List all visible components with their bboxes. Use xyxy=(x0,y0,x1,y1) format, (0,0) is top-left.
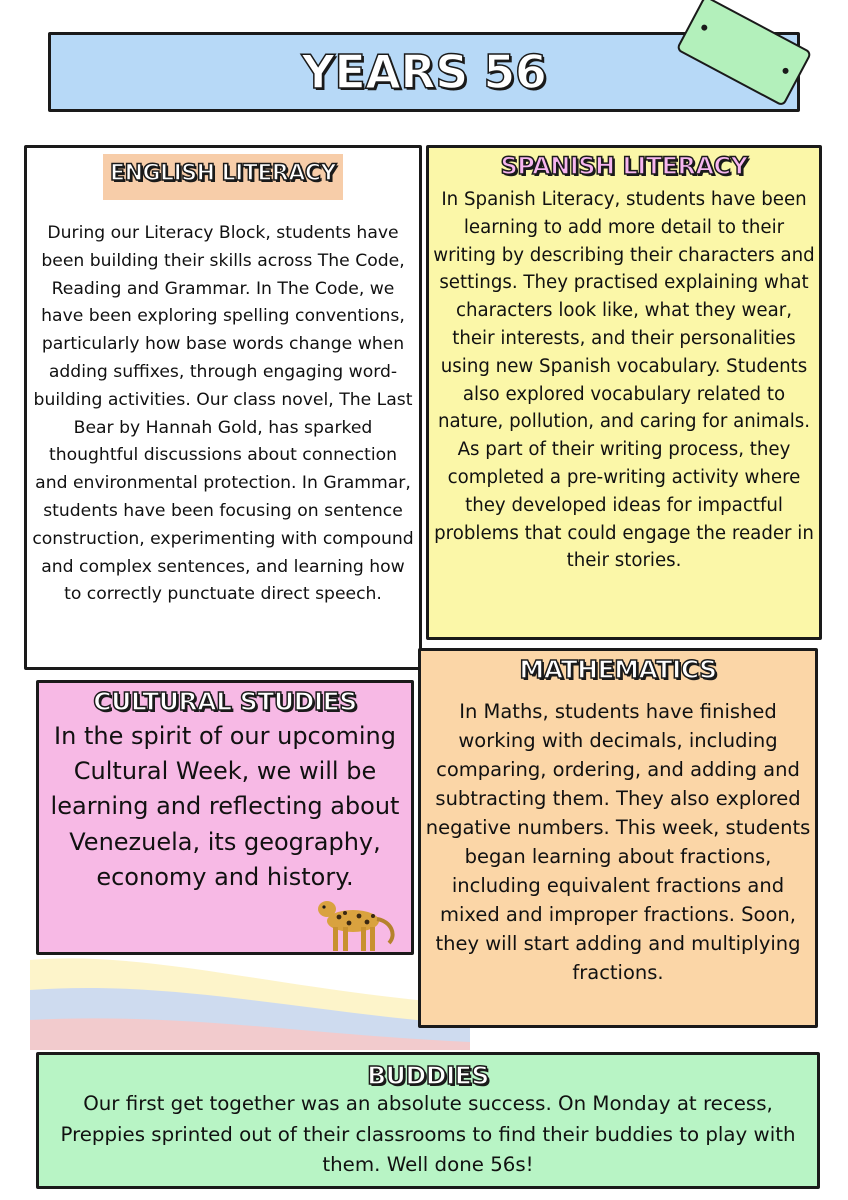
english-heading: ENGLISH LITERACY xyxy=(110,161,336,186)
buddies-section xyxy=(36,1052,820,1189)
page-title: YEARS 56 xyxy=(301,45,547,99)
math-heading: MATHEMATICS xyxy=(519,655,717,684)
english-heading-banner xyxy=(103,154,343,200)
math-body: In Maths, students have finished working with decimals, including comparing, ordering, and adding and subtracting them. They also explored negative numbers. This week, students began learning about fractions, including equivalent fractions and mixed and improper fractions. Soon, they will start adding and multiplying fractions. xyxy=(425,700,811,984)
mathematics-section xyxy=(418,648,818,1028)
cultural-body: In the spirit of our upcoming Cultural Week, we will be learning and reflecting about Venezuela, its geography, economy and history. xyxy=(50,722,400,891)
spanish-heading: SPANISH LITERACY xyxy=(500,152,748,180)
tape-dot xyxy=(781,67,789,75)
english-body: During our Literacy Block, students have been building their skills across The Code, Reading and Grammar. In The Code, we have been exploring spelling conventions, particularly how base words change when adding suffixes, through engaging word-building activities. Our class novel, The Last Bear by Hannah Gold, has sparked thoughtful discussions about connection and environmental protection. In Grammar, students have been focusing on sentence construction, experimenting with compound and complex sentences, and learning how to correctly punctuate direct speech. xyxy=(32,223,414,605)
cultural-heading: CULTURAL STUDIES xyxy=(93,687,357,716)
english-literacy-section xyxy=(24,145,422,670)
jaguar-icon xyxy=(309,891,405,955)
buddies-body: Our first get together was an absolute success. On Monday at recess, Preppies sprinted out of their classrooms to find their buddies to play with them. Well done 56s! xyxy=(60,1092,796,1176)
buddies-heading: BUDDIES xyxy=(367,1061,489,1090)
cultural-studies-section xyxy=(36,680,414,955)
tape-dot xyxy=(700,24,708,32)
spanish-literacy-section xyxy=(426,145,822,640)
venezuela-flag-wave xyxy=(30,950,470,1050)
spanish-body: In Spanish Literacy, students have been learning to add more detail to their writing by describing their characters and settings. They practised explaining what characters look like, what they wear, their interests, and their personalities using new Spanish vocabulary. Students also explored vocabulary related to nature, pollution, and caring for animals. As part of their writing process, they completed a pre-writing activity where they developed ideas for impactful problems that could engage the reader in their stories. xyxy=(433,189,815,572)
